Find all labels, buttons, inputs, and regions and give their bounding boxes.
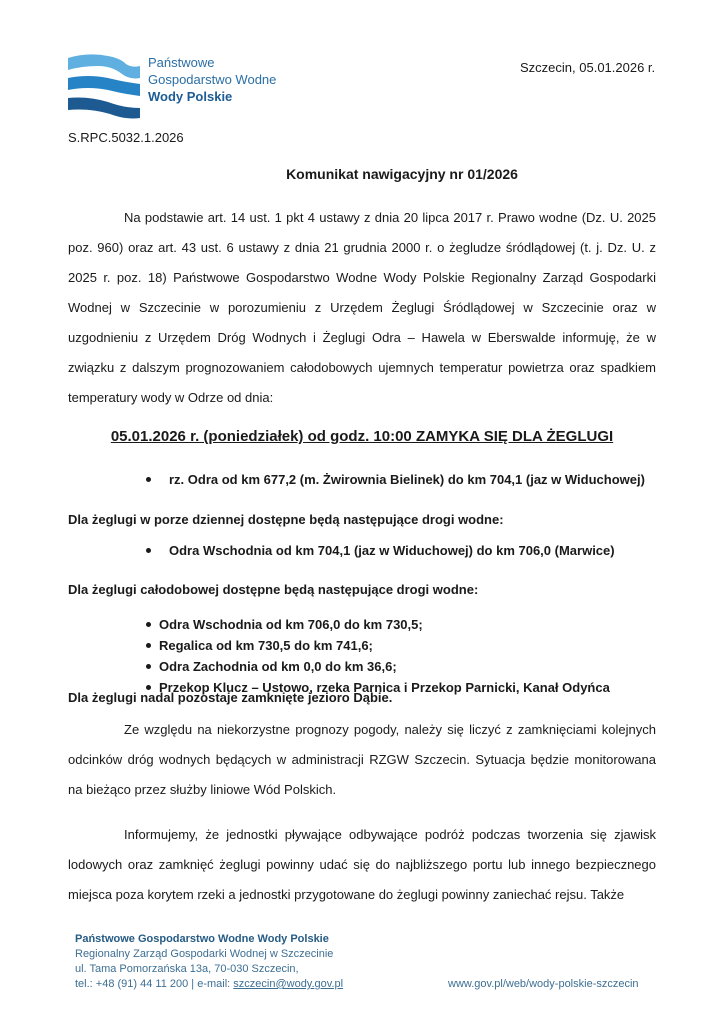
bullet-icon (146, 548, 151, 553)
closed-item (146, 472, 645, 487)
footer-address: ul. Tama Pomorzańska 13a, 70-030 Szczecin, (75, 963, 299, 975)
document-title: Komunikat nawigacyjny nr 01/2026 (286, 166, 518, 182)
allday-item-text: Odra Zachodnia od km 0,0 do km 36,6; (159, 659, 397, 674)
bullet-icon (146, 477, 151, 482)
allday-item-text: Odra Wschodnia od km 706,0 do km 730,5; (159, 617, 423, 632)
logo-line-3: Wody Polskie (148, 89, 233, 104)
logo-text (148, 54, 276, 105)
bullet-icon (146, 622, 151, 627)
logo-line-1: Państwowe (148, 55, 215, 70)
city-date: Szczecin, 05.01.2026 r. (520, 60, 656, 75)
allday-list (146, 614, 610, 698)
allday-item (146, 635, 610, 656)
allday-item-text: Przekop Klucz – Ustowo, rzeka Parnica i Przekop Parnicki, Kanał Odyńca (159, 680, 610, 695)
allday-item (146, 614, 610, 635)
reference-number: S.RPC.5032.1.2026 (68, 130, 184, 145)
bullet-icon (146, 643, 151, 648)
lake-closed-note: Dla żeglugi nadal pozostaje zamknięte jezioro Dąbie. (68, 690, 393, 705)
footer-org: Państwowe Gospodarstwo Wodne Wody Polskie (75, 933, 329, 945)
info-paragraph: Informujemy, że jednostki pływające odbywające podróż podczas tworzenia się zjawisk lodowych oraz zamknięć żeglugi powinny udać się do najbliższego portu lub innego bezpiecznego miejsca poza korytem rzeki a jednostki przygotowane do żeglugi powinny zaniechać rejsu. Także (68, 827, 656, 902)
closure-heading: 05.01.2026 r. (poniedziałek) od godz. 10:00 ZAMYKA SIĘ DLA ŻEGLUGI (110, 428, 614, 445)
website-link[interactable]: www.gov.pl/web/wody-polskie-szczecin (448, 978, 639, 990)
footer-unit: Regionalny Zarząd Gospodarki Wodnej w Szczecinie (75, 948, 334, 960)
closed-item-text: rz. Odra od km 677,2 (m. Żwirownia Bielinek) do km 704,1 (jaz w Widuchowej) (169, 472, 645, 487)
footer-phone: tel.: +48 (91) 44 11 200 | e-mail: (75, 978, 234, 990)
intro-paragraph: Na podstawie art. 14 ust. 1 pkt 4 ustawy z dnia 20 lipca 2017 r. Prawo wodne (Dz. U. 2025 poz. 960) oraz art. 43 ust. 6 ustawy z dnia 21 grudnia 2000 r. o żegludze śródlądowej (t. j. Dz. U. z 2025 r. poz. 18) Państwowe Gospodarstwo Wodne Wody Polskie Regionalny Zarząd Gospodarki Wodnej w Szczecinie w porozumieniu z Urzędem Żeglugi Śródlądowej w Szczecinie oraz w uzgodnieniu z Urzędem Dróg Wodnych i Żeglugi Odra – Hawela w Eberswalde informuję, że w związku z dalszym prognozowaniem całodobowych ujemnych temperatur powietrza oraz spadkiem temperatury wody w Odrze od dnia: (68, 210, 656, 405)
wody-polskie-logo-icon (68, 52, 140, 120)
allday-item (146, 656, 610, 677)
email-link[interactable]: szczecin@wody.gov.pl (233, 978, 344, 990)
footer-contact (75, 932, 343, 992)
daytime-item (146, 543, 615, 558)
bullet-icon (146, 664, 151, 669)
daytime-label: Dla żeglugi w porze dziennej dostępne będą następujące drogi wodne: (68, 512, 504, 527)
allday-label: Dla żeglugi całodobowej dostępne będą następujące drogi wodne: (68, 582, 479, 597)
allday-item-text: Regalica od km 730,5 do km 741,6; (159, 638, 373, 653)
footer-phone-email (75, 977, 343, 992)
logo-line-2: Gospodarstwo Wodne (148, 72, 277, 87)
daytime-item-text: Odra Wschodnia od km 704,1 (jaz w Widuchowej) do km 706,0 (Marwice) (169, 543, 615, 558)
forecast-paragraph: Ze względu na niekorzystne prognozy pogody, należy się liczyć z zamknięciami kolejnych odcinków dróg wodnych będących w administracji RZGW Szczecin. Sytuacja będzie monitorowana na bieżąco przez służby liniowe Wód Polskich. (68, 722, 656, 797)
